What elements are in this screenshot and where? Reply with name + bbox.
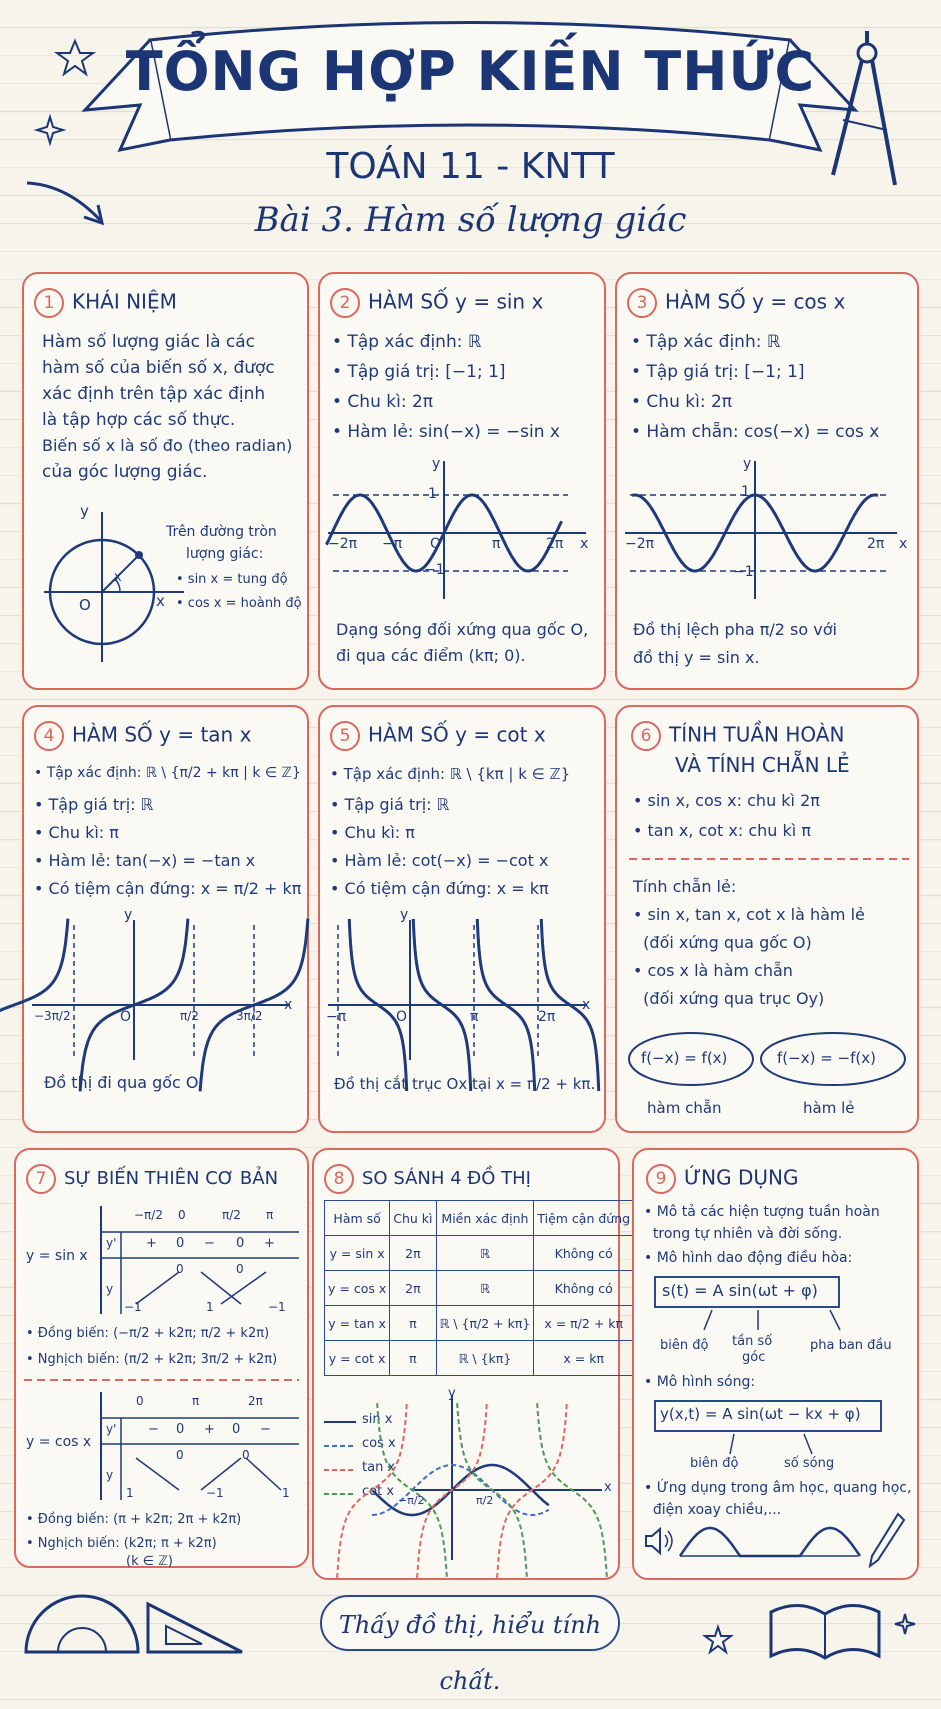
card-tan xyxy=(22,705,309,1133)
property-line: • Tập giá trị: ℝ xyxy=(330,795,450,814)
application-line: trong tự nhiên và đời sống. xyxy=(644,1226,843,1242)
tick-label: π/2 xyxy=(180,1009,199,1023)
odd-label: hàm lẻ xyxy=(803,1099,855,1117)
application-line: • Mô tả các hiện tượng tuần hoàn xyxy=(644,1204,880,1220)
sign: 0 xyxy=(176,1422,185,1437)
card-definition xyxy=(22,272,309,690)
property-line: • Tập giá trị: [−1; 1] xyxy=(631,362,805,382)
book-icon xyxy=(765,1592,885,1662)
definition-line: hàm số của biến số x, được xyxy=(42,358,275,378)
even-label: hàm chẵn xyxy=(647,1099,722,1117)
property-line: • Hàm lẻ: cot(−x) = −cot x xyxy=(330,851,549,870)
y-value: 1 xyxy=(282,1486,290,1500)
table-cell: x = π/2 + kπ xyxy=(534,1306,634,1341)
decreasing-interval: • Nghịch biến: (k2π; π + k2π) xyxy=(26,1536,217,1551)
circle-note: lượng giác: xyxy=(186,546,264,562)
table-row xyxy=(325,1341,634,1376)
parity-title: Tính chẵn lẻ: xyxy=(633,877,737,896)
tick-label: 1 xyxy=(428,486,437,502)
sign: + xyxy=(264,1236,275,1251)
definition-line: Hàm số lượng giác là các xyxy=(42,332,256,352)
formula-label: biên độ xyxy=(690,1456,739,1471)
formula-label: số sóng xyxy=(784,1456,835,1471)
table-row xyxy=(325,1236,634,1271)
table-row xyxy=(325,1306,634,1341)
y-value: 1 xyxy=(126,1486,134,1500)
table-cell: ℝ xyxy=(436,1271,534,1306)
cot-graph xyxy=(328,915,598,1065)
origin-label: O xyxy=(430,536,442,552)
table-cell: 2π xyxy=(390,1271,436,1306)
y-value: 0 xyxy=(176,1262,184,1276)
graph-note: Đồ thị lệch pha π/2 so với xyxy=(633,620,837,639)
table-header: Chu kì xyxy=(390,1201,436,1236)
card-number: 6 xyxy=(631,721,661,751)
legend-item: tan x xyxy=(362,1460,396,1475)
tick-label: 2π xyxy=(546,536,564,552)
sign: + xyxy=(204,1422,215,1437)
sparkle-icon xyxy=(35,115,65,145)
card-title: SO SÁNH 4 ĐỒ THỊ xyxy=(362,1168,531,1189)
divider xyxy=(24,1378,299,1382)
formula-label: biên độ xyxy=(660,1338,709,1353)
wave-title: • Mô hình sóng: xyxy=(644,1374,756,1390)
wave-formula: y(x,t) = A sin(ωt − kx + φ) xyxy=(660,1405,861,1423)
divider xyxy=(629,857,909,861)
tick-label: −2π xyxy=(328,536,358,552)
lesson-title: Bài 3. Hàm số lượng giác xyxy=(254,200,687,240)
property-line: • tan x, cot x: chu kì π xyxy=(633,821,811,840)
card-title: KHÁI NIỆM xyxy=(72,289,177,314)
tick-label: −1 xyxy=(424,562,445,578)
card-title-line2: VÀ TÍNH CHẴN LẺ xyxy=(675,753,850,777)
property-line: • Chu kì: 2π xyxy=(631,392,733,412)
card-number: 8 xyxy=(324,1164,354,1194)
odd-formula: f(−x) = −f(x) xyxy=(777,1049,876,1067)
tick-label: −π xyxy=(382,536,403,552)
x-value: −π/2 xyxy=(134,1208,163,1222)
axis-label: x xyxy=(899,536,908,552)
y-value: 0 xyxy=(176,1448,184,1462)
tick-label: −3π/2 xyxy=(34,1009,71,1023)
table-cell: y = sin x xyxy=(325,1236,390,1271)
axis-label: y xyxy=(432,456,441,472)
tick-label: −1 xyxy=(733,564,754,580)
property-line: • Có tiệm cận đứng: x = π/2 + kπ xyxy=(34,879,302,898)
tick-label: π xyxy=(492,536,501,552)
card-title: HÀM SỐ y = sin x xyxy=(368,289,544,314)
property-line: • sin x, cos x: chu kì 2π xyxy=(633,791,820,810)
table-header: Miền xác định xyxy=(436,1201,534,1236)
axis-label: y xyxy=(743,456,752,472)
table-cell: y = cos x xyxy=(325,1271,390,1306)
speaker-icon xyxy=(642,1526,676,1556)
legend-lines xyxy=(324,1412,364,1512)
page-subtitle: TOÁN 11 - KNTT xyxy=(326,146,615,187)
table-cell: π xyxy=(390,1341,436,1376)
comparison-table xyxy=(324,1200,634,1376)
star-icon xyxy=(55,38,95,78)
circle-note: • sin x = tung độ xyxy=(176,572,288,587)
card-title: TÍNH TUẦN HOÀN xyxy=(669,722,845,747)
application-line: điện xoay chiều,... xyxy=(644,1502,782,1518)
card-cos xyxy=(615,272,919,690)
card-compare xyxy=(312,1148,631,1580)
tick-label: 3π/2 xyxy=(236,1009,263,1023)
parity-line: • cos x là hàm chẵn xyxy=(633,961,793,980)
sign: − xyxy=(260,1422,271,1437)
tick-label: −π xyxy=(326,1009,347,1025)
sign: − xyxy=(204,1236,215,1251)
table-cell: ℝ xyxy=(436,1236,534,1271)
x-value: π xyxy=(192,1394,200,1408)
property-line: • Chu kì: 2π xyxy=(332,392,434,412)
legend-item: cos x xyxy=(362,1436,396,1451)
y-value: −1 xyxy=(206,1486,224,1500)
table-cell: x = kπ xyxy=(534,1341,634,1376)
application-line: • Mô hình dao động điều hòa: xyxy=(644,1250,853,1266)
card-applications xyxy=(632,1148,919,1580)
y-value: −1 xyxy=(124,1300,142,1314)
application-line: • Ứng dụng trong âm học, quang học, xyxy=(644,1480,912,1496)
card-number: 7 xyxy=(26,1164,56,1194)
tick-label: π xyxy=(470,1009,479,1025)
property-line: • Tập giá trị: [−1; 1] xyxy=(332,362,506,382)
k-note: (k ∈ ℤ) xyxy=(126,1554,173,1569)
axis-label: y xyxy=(448,1386,456,1401)
definition-line: là tập hợp các số thực. xyxy=(42,410,236,430)
harmonic-formula: s(t) = A sin(ωt + φ) xyxy=(662,1281,818,1300)
increasing-interval: • Đồng biến: (π + k2π; 2π + k2π) xyxy=(26,1512,242,1527)
legend-item: sin x xyxy=(362,1412,393,1427)
compass-icon xyxy=(825,25,905,195)
x-value: 0 xyxy=(136,1394,144,1408)
axis-label: x xyxy=(604,1480,612,1495)
property-line: • Hàm lẻ: sin(−x) = −sin x xyxy=(332,422,560,442)
axis-label: y xyxy=(80,502,89,520)
y-label: y xyxy=(106,1468,114,1482)
table-cell: 2π xyxy=(390,1236,436,1271)
card-number: 3 xyxy=(627,288,657,318)
card-cot xyxy=(318,705,606,1133)
comparison-graph xyxy=(412,1390,612,1560)
axis-label: x xyxy=(284,997,293,1013)
x-value: π/2 xyxy=(222,1208,241,1222)
derivative-label: y' xyxy=(106,1422,117,1436)
function-label: y = cos x xyxy=(26,1434,92,1450)
tick-label: π/2 xyxy=(476,1494,494,1507)
pencil-icon xyxy=(866,1510,906,1570)
parity-line: (đối xứng qua trục Oy) xyxy=(633,989,825,1008)
table-cell: ℝ \ {kπ} xyxy=(436,1341,534,1376)
card-title: HÀM SỐ y = cos x xyxy=(665,289,846,314)
formula-label: góc xyxy=(742,1350,766,1365)
axis-label: x xyxy=(580,536,589,552)
property-line: • Tập xác định: ℝ \ {π/2 + kπ | k ∈ ℤ} xyxy=(34,765,301,781)
parity-line: (đối xứng qua gốc O) xyxy=(633,933,812,952)
property-line: • Tập xác định: ℝ xyxy=(332,332,482,352)
property-line: • Tập xác định: ℝ \ {kπ | k ∈ ℤ} xyxy=(330,765,571,783)
property-line: • Có tiệm cận đứng: x = kπ xyxy=(330,879,549,898)
table-cell: Không có xyxy=(534,1236,634,1271)
tick-label: −2π xyxy=(625,536,655,552)
sign: − xyxy=(148,1422,159,1437)
set-square-icon xyxy=(142,1592,252,1662)
x-value: π xyxy=(266,1208,274,1222)
sparkle-icon xyxy=(893,1612,917,1636)
increasing-interval: • Đồng biến: (−π/2 + k2π; π/2 + k2π) xyxy=(26,1326,270,1341)
card-number: 5 xyxy=(330,721,360,751)
protractor-icon xyxy=(18,1590,148,1660)
card-title: SỰ BIẾN THIÊN CƠ BẢN xyxy=(64,1168,279,1189)
axis-label: x xyxy=(582,997,591,1013)
card-sin xyxy=(318,272,606,690)
sign: 0 xyxy=(232,1422,241,1437)
definition-line: xác định trên tập xác định xyxy=(42,384,266,404)
sound-wave-icon xyxy=(680,1518,860,1568)
table-cell: y = cot x xyxy=(325,1341,390,1376)
property-line: • Hàm lẻ: tan(−x) = −tan x xyxy=(34,851,256,870)
card-title: ỨNG DỤNG xyxy=(684,1165,799,1190)
property-line: • Tập xác định: ℝ xyxy=(631,332,781,352)
property-line: • Hàm chẵn: cos(−x) = cos x xyxy=(631,422,880,442)
x-value: 2π xyxy=(248,1394,263,1408)
table-row xyxy=(325,1271,634,1306)
card-number: 1 xyxy=(34,288,64,318)
graph-note: Dạng sóng đối xứng qua gốc O, xyxy=(336,620,589,639)
sign: 0 xyxy=(176,1236,185,1251)
graph-note: Đồ thị cắt trục Ox tại x = π/2 + kπ. xyxy=(334,1075,596,1093)
graph-note: đi qua các điểm (kπ; 0). xyxy=(336,646,526,665)
formula-arrows xyxy=(654,1432,874,1458)
y-label: y xyxy=(106,1282,114,1296)
definition-line: của góc lượng giác. xyxy=(42,462,208,482)
card-number: 9 xyxy=(646,1164,676,1194)
table-cell: Không có xyxy=(534,1271,634,1306)
formula-label: pha ban đầu xyxy=(810,1338,892,1353)
property-line: • Chu kì: π xyxy=(34,823,119,842)
star-icon xyxy=(703,1625,733,1655)
footer-motto: Thấy đồ thị, hiểu tính chất. xyxy=(320,1595,620,1651)
table-header: Tiệm cận đứng xyxy=(534,1201,634,1236)
card-periodicity xyxy=(615,705,919,1133)
card-number: 2 xyxy=(330,288,360,318)
sign: 0 xyxy=(236,1236,245,1251)
parity-line: • sin x, tan x, cot x là hàm lẻ xyxy=(633,905,865,924)
card-title: HÀM SỐ y = cot x xyxy=(368,722,546,747)
decreasing-interval: • Nghịch biến: (π/2 + k2π; 3π/2 + k2π) xyxy=(26,1352,278,1367)
y-value: 0 xyxy=(242,1448,250,1462)
graph-note: Đồ thị đi qua gốc O. xyxy=(44,1073,203,1092)
tick-label: 2π xyxy=(867,536,885,552)
origin-label: O xyxy=(120,1009,132,1025)
graph-note: đồ thị y = sin x. xyxy=(633,648,760,667)
card-title: HÀM SỐ y = tan x xyxy=(72,722,252,747)
even-formula: f(−x) = f(x) xyxy=(641,1049,728,1067)
cos-graph xyxy=(625,459,910,609)
axis-label: y xyxy=(400,907,409,923)
x-value: 0 xyxy=(178,1208,186,1222)
formula-label: tần số xyxy=(732,1334,773,1349)
card-number: 4 xyxy=(34,721,64,751)
property-line: • Tập giá trị: ℝ xyxy=(34,795,154,814)
tick-label: 1 xyxy=(741,484,750,500)
function-label: y = sin x xyxy=(26,1248,88,1264)
table-cell: π xyxy=(390,1306,436,1341)
origin-label: O xyxy=(79,596,91,614)
origin-label: O xyxy=(396,1009,408,1025)
derivative-label: y' xyxy=(106,1236,117,1250)
y-value: 1 xyxy=(206,1300,214,1314)
definition-line: Biến số x là số đo (theo radian) xyxy=(42,436,293,455)
card-variation xyxy=(14,1148,309,1568)
circle-note: • cos x = hoành độ xyxy=(176,596,302,611)
axis-label: x xyxy=(156,592,165,610)
table-cell: ℝ \ {π/2 + kπ} xyxy=(436,1306,534,1341)
legend-item: cot x xyxy=(362,1484,395,1499)
property-line: • Chu kì: π xyxy=(330,823,415,842)
table-header-row xyxy=(325,1201,634,1236)
table-cell: y = tan x xyxy=(325,1306,390,1341)
sin-graph xyxy=(328,459,598,609)
sign: + xyxy=(146,1236,157,1251)
arrow-icon xyxy=(22,175,112,235)
circle-note: Trên đường tròn xyxy=(166,524,277,540)
tan-graph xyxy=(32,915,302,1065)
axis-label: y xyxy=(124,907,133,923)
y-value: −1 xyxy=(268,1300,286,1314)
y-value: 0 xyxy=(236,1262,244,1276)
page-title: TỔNG HỢP KIẾN THỨC xyxy=(125,40,816,103)
table-header: Hàm số xyxy=(325,1201,390,1236)
tick-label: 2π xyxy=(538,1009,556,1025)
tick-label: −π/2 xyxy=(398,1494,425,1507)
angle-label: x xyxy=(114,570,122,585)
